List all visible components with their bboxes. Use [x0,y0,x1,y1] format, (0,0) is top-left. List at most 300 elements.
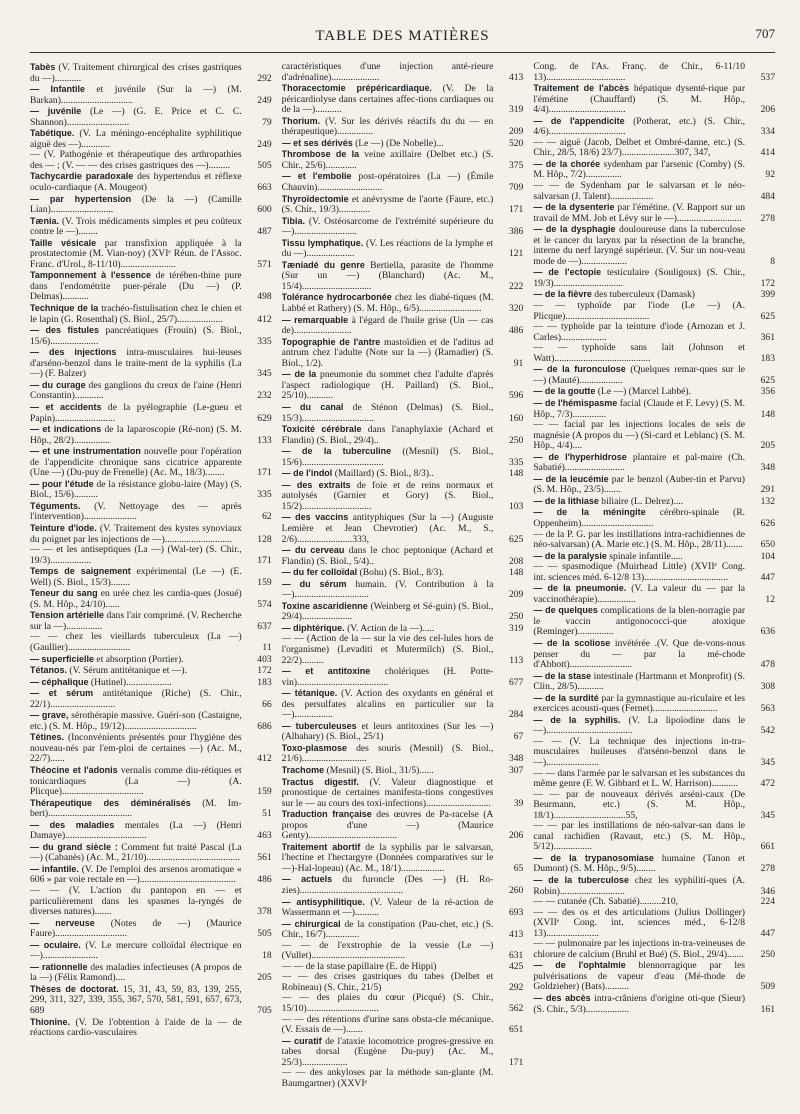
index-entry [282,171,524,193]
entry-page-number: 205 [760,440,776,452]
entry-heading: — et antitoxine [281,666,371,677]
entry-text [30,325,242,347]
index-entry [282,874,524,896]
entry-heading: Teneur du sang [30,588,98,599]
entry-description: pneumonie du sommet chez l'adulte d'après l'aspect radiologique (H. Paillard) (S. Biol., 25/10)........... [281,369,494,402]
entry-heading: — de l'ophtalmie [533,960,626,971]
entry-page-number: 574 [257,598,272,610]
entry-description: antitétanique (Riche) (S. Chir., 22/1)........................... [30,688,242,710]
entry-heading: — de la goutte [533,386,596,397]
index-entry [282,292,524,314]
entry-heading: — oculaire. [30,939,81,950]
entry-description: biliaire (L. Delrez).... [598,495,684,507]
entry-page-number: 412 [257,313,272,325]
entry-description: — — dans l'armée par le salvarsan et les substances du même genre (F. W. Gibbard et L. W. Harrison)........... [533,767,746,790]
index-entry [30,984,272,1017]
entry-page-number: 520 [508,137,524,149]
index-entry [30,654,272,666]
entry-description: — — de Sydenham par le salvarsan et le néo-salvarsan (J. Talent).................. [533,180,746,202]
entry-text [533,62,745,83]
index-entry [30,820,272,842]
entry-page-number: 148 [760,408,776,420]
entry-heading: — antisyphilitique. [281,896,365,907]
entry-page-number: 121 [508,248,524,260]
entry-page-number: 561 [257,852,272,864]
entry-text [282,765,494,777]
entry-page-number: 284 [508,709,524,721]
entry-page-number: 39 [513,797,524,809]
entry-text [533,769,745,790]
entry-page-number: 334 [760,126,776,138]
index-entry [533,769,775,790]
entry-text [30,479,242,501]
entry-page-number: 224 [760,896,776,908]
entry-text [30,984,242,1017]
entry-text [282,1036,494,1069]
entry-heading: — par hypertension [30,193,132,204]
entry-page-number: 709 [508,182,524,194]
entry-page-number: 625 [760,310,776,322]
entry-text [30,150,242,171]
entry-description: caractéristiques d'une injection anté-rieure d'adrénaline).................... [281,62,494,83]
entry-text [533,474,745,496]
entry-page-number: 484 [760,190,776,202]
entry-heading: — de la dysphagie [533,224,616,235]
entry-page-number: 345 [760,809,776,821]
entry-description: (Bohu) (S. Biol., 8/3). [357,567,445,579]
entry-text [282,315,494,337]
entry-description: intra-musculaires hui-leuses d'arséno-benzol dans le traite-ment de la syphilis (La —) (F. Balzer) [30,347,242,380]
entry-description: et leurs antitoxines (Sur les —) (Albahary) (S. Biol., 25/1) [281,720,494,743]
entry-description: sérothérapie massive. Guéri-son (Castaigne, etc.) (S. M. Hôp., 19/12).............................. [30,710,242,732]
entry-description: — de la P. G. par les instillations intra-rachidiennes de néo-salvarsan) (A. Marie etc.) (S. M. Hôp., 28/11)....... [533,528,746,551]
entry-page-number: 636 [760,626,776,638]
entry-heading: — infantile. [30,863,79,874]
entry-description: de foie et de reins normaux et autolysés (Garnier et Gory) (S. Biol., 15/2)............................. [281,479,494,512]
entry-heading: — de la tuberculose [533,875,629,886]
entry-text [282,138,494,150]
entry-page-number: 308 [760,681,776,693]
entry-text [282,842,494,875]
entry-page-number: 209 [508,126,524,138]
entry-text [30,424,242,446]
entry-text [30,194,242,216]
index-entry [30,303,272,325]
entry-text [30,566,242,588]
entry-description: (V. De la péricardiolyse dans certaines affec-tions cardiaques ou de la —)........... [281,83,494,116]
entry-page-number: 79 [262,116,272,128]
entry-description: (V. De l'obtention à l'aide de la — de réactions cardio-vasculaires [30,1016,242,1039]
entry-page-number: 205 [257,972,272,984]
entry-page-number: 498 [257,291,272,303]
entry-text [282,1015,494,1036]
entry-heading: — de la surdité [533,692,599,703]
entry-page-number: 208 [508,555,524,567]
entry-heading: Taille vésicale [30,237,97,248]
index-entry [282,765,524,777]
entry-description: facial (Claude et F. Levy) (S. M. Hôp., 7/3).............. [533,397,746,420]
entry-heading: — du grand siècle : [30,841,118,852]
entry-heading: Théocine et l'adonis [30,765,118,775]
index-entry [30,84,272,106]
entry-text [533,507,745,529]
entry-text [30,610,242,632]
entry-text [282,721,494,743]
entry-heading: Tæniadé du genre [281,259,365,270]
entry-page-number: 631 [508,950,524,962]
entry-description: (V. La méningo-encéphalite syphilitique aiguë des —)............ [30,128,242,150]
entry-text [30,62,242,84]
index-entry [533,322,775,343]
entry-page-number: 148 [508,567,524,579]
entry-description: — — chez les vieillards tuberculeux (La —) (Gaullier).......................... [30,631,242,653]
entry-heading: — pour l'étude [30,478,94,489]
index-entry [30,62,272,84]
entry-text [533,452,745,474]
entry-page-number: 413 [508,71,524,83]
entry-heading: — et sérum [30,688,94,699]
entry-description: de la constipation (Pau-chet, etc.) (S. Chir., 16/7).............. [281,918,494,941]
entry-page-number: 637 [257,620,272,632]
entry-page-number: 292 [257,72,272,84]
entry-text [282,601,494,623]
entry-text [533,821,745,853]
index-entry [282,919,524,941]
entry-description: intestinale (Hartmann et Monprofit) (S. Clin., 28/5)........... [533,670,746,693]
entry-text [30,710,242,732]
entry-page-number: 291 [760,484,776,496]
index-entry [533,737,775,769]
entry-page-number: 472 [760,778,776,790]
index-entry [533,301,775,322]
entry-page-number: 562 [508,1003,524,1015]
index-columns [30,62,775,1107]
entry-description: pancréatiques (Frouin) (S. Biol., 15/6).................... [30,325,242,347]
entry-page-number: 403 [257,653,272,665]
entry-text [282,972,494,993]
entry-page-number: 413 [508,929,524,941]
entry-heading: — et une instrumentation [30,446,141,457]
entry-heading: — curatif [281,1035,322,1046]
index-entry [30,523,272,545]
entry-description: de térében-thine pure dans l'endométrite puer-pérale (Du —) (P. Delmas)........... [30,270,242,303]
entry-text [282,688,494,721]
entry-heading: — de la méningite [533,507,646,518]
index-column-2 [282,62,524,1107]
entry-text [30,588,242,610]
entry-heading: — de quelques [533,605,598,616]
entry-text [533,715,745,737]
entry-description: par l'émétine. (V. Rapport sur un travail de MM. Job et Lévy sur le —)........................... [533,202,746,224]
entry-text [533,116,745,138]
entry-page-number: 348 [760,462,776,474]
entry-description: (V. Action des oxydants en général et des persulfates alcalins en particulier sur la —)................ [281,688,494,721]
entry-text [30,171,242,193]
entry-text [533,496,745,508]
entry-description: de la résistance globu-laire (May) (S. Biol., 15/6).......... [30,478,242,501]
entry-page-number: 625 [760,374,776,386]
entry-text [282,919,494,941]
entry-text [282,468,494,480]
entry-text [30,918,242,940]
entry-description: — — typhoïde par l'iode (Le —) (A. Plicque)................................... [533,300,746,322]
index-entry [533,715,775,737]
index-entry [533,398,775,420]
entry-heading: — de la trypanosomiase [533,852,654,863]
index-entry [533,159,775,181]
entry-description: (Le —) (De Nobelle)... [352,137,444,149]
index-entry [30,347,272,380]
entry-text [533,671,745,693]
entry-page-number: 209 [508,589,524,601]
entry-description: — — typhoïde sans lait (Johnson et Watt)........................................ [533,342,746,364]
index-entry [282,315,524,337]
entry-page-number: 478 [760,659,776,671]
entry-description: — — des os et des articulations (Julius Dollinger) (XVIIᵉ Cong. int. sciences méd., 6-12/8 13)...................... [533,906,746,939]
entry-heading: — grave, [30,710,69,721]
entry-page-number: 505 [257,928,272,940]
entry-description: Bertiella, parasite de l'homme (Sur un —) (Blanchard) (Ac. M., 15/4)............................. [281,259,494,292]
entry-description: trachéo-fistulisation chez le chien et le lapin (G. Rosenthal) (S. Biol., 25/7)................... [30,303,242,325]
entry-description: hépatique dysenté-rique par l'émétine (Chauffard) (S. M. Hôp., 4/4)................................ [533,83,746,116]
entry-text [282,512,494,545]
entry-heading: Temps de saignement [30,566,131,577]
entry-description: chez les syphiliti-ques (A. Robin)........................... [533,875,746,897]
entry-heading: — diphtérique. [281,622,345,633]
entry-description: (V. Traitement des kystes synoviaux du poignet par les injections de —)............................ [30,522,242,545]
entry-text [533,364,745,386]
entry-description: (Quelques remar-ques sur le —) (Mauté).................. [533,364,746,386]
entry-page-number: 171 [257,467,272,479]
index-entry [30,632,272,653]
index-entry [533,605,775,638]
entry-heading: — chirurgical [281,918,341,929]
entry-page-number: 249 [257,138,272,150]
entry-heading: Toxicité cérébrale [281,424,362,435]
entry-description: Comment fut traité Pascal (La —) (Cabanès) (Ac. M., 21/10)....................................... [30,841,242,864]
entry-heading: Thyroïdectomie [281,193,349,204]
entry-description: (V. Valeur diagnostique et pronostique de certaines manifesta-tions congestives sur le — au cours des toxi-infections)........................... [281,776,494,809]
index-entry [30,216,272,238]
entry-page-number: 62 [262,511,272,523]
index-entry [282,138,524,150]
entry-description: (Le —) (Marcel Labbé). [595,386,691,398]
index-entry [282,216,524,238]
entry-page-number: 171 [508,1056,524,1068]
entry-description: des hypertendus et réflexe oculo-cardiaque (A. Mougeot) [30,171,242,194]
entry-text [30,677,242,689]
entry-description: — — cutanée (Ch. Sabatié).........210, [533,896,679,908]
entry-description: en urée chez les cardia-ques (Josué) (S. M. Hôp., 24/10)...... [30,588,242,610]
entry-page-number: 222 [508,280,524,292]
entry-description: des maladies infectieuses (A propos de la —) (Félix Ramond).... [30,961,242,984]
entry-description: (V. La valeur du — par la vaccinothérapie)................ [533,583,746,605]
entry-text [282,874,494,896]
entry-heading: — de l'indol [281,468,333,479]
index-entry [533,908,775,940]
entry-text [282,634,494,666]
index-entry [30,864,272,886]
index-entry [533,181,775,202]
entry-heading: — et indications [30,424,102,435]
entry-text [282,897,494,919]
entry-text [533,224,745,267]
index-entry [282,601,524,623]
entry-description: (V. Traitement chirurgical des crises gastriques du —)........... [30,62,242,84]
entry-heading: — et ses dérivés [281,137,353,148]
entry-heading: Thèses de doctorat. [30,983,119,994]
entry-description: (M. Im-bert)................................... [30,797,242,820]
entry-description: par la gymnastique au-riculaire et les exercices acousti-ques (Fernet)........................... [533,692,745,715]
index-entry [30,380,272,402]
index-column-1 [30,62,272,1107]
entry-text [30,842,242,864]
entry-page-number: 509 [760,981,776,993]
entry-text [30,665,242,677]
entry-description: — — par les instillations de néo-salvar-san dans le canal rachidien (Ravaut, etc.) (S. M. Hôp., 5/12)................ [533,820,746,853]
entry-page-number: 447 [760,927,776,939]
entry-heading: Tissu lymphatique. [281,237,364,248]
entry-text [282,567,494,579]
entry-text [282,545,494,567]
entry-description: — — facial par les injections locales de sels de magnésie (A propos du —) (Si-card et Leblanc) (S. M. Hôp., 4/4).... [533,419,746,452]
entry-description: et juvénile (Sur la —) (M. Barkan).............................. [30,84,242,106]
index-entry [282,369,524,402]
entry-heading: — juvénile [30,106,82,117]
entry-heading: — tuberculeuses [281,720,357,731]
entry-page-number: 600 [257,204,272,216]
entry-heading: Tétines. [30,732,65,743]
entry-description: (Mesnil) (S. Biol., 31/5)...... [324,765,434,776]
entry-page-number: 172 [760,277,776,289]
index-entry [533,496,775,508]
entry-text [533,386,745,398]
index-entry [30,325,272,347]
entry-text [533,343,745,364]
entry-heading: — remarquable [281,314,349,325]
entry-description: dans l'anaphylaxie (Achard et Flandin) (S. Biol., 29/4).. [281,424,494,446]
entry-page-number: 171 [257,554,272,566]
page-number: 707 [755,26,775,41]
index-entry [533,343,775,364]
entry-text [282,480,494,513]
entry-text [30,84,242,106]
entry-description: des tuberculeux (Damask) [591,289,695,301]
index-entry [533,853,775,875]
entry-description: veine axillaire (Delbet etc.) (S. Chir., 25/6)............. [281,149,494,171]
entry-heading: — des fistules [30,325,100,336]
entry-heading: — de la syphilis. [533,714,621,725]
entry-description: humaine (Tanon et Dumont) (S. M. Hôp., 9/5)........ [533,852,746,875]
entry-description: — — aiguë (Jacob, Delbet et Ombré-danne, etc.) (S. Chir., 28/5, 18/6) 23/7)......................307, 347, [533,136,746,159]
entry-heading: — de la lithiase [533,495,599,506]
entry-text [30,864,242,886]
entry-heading: Tolérance hydrocarbonée [281,292,392,303]
entry-heading: — de la tuberculine [281,446,392,457]
entry-heading: — de l'ectopie [533,267,602,278]
entry-text [533,993,745,1015]
entry-heading: — de la fièvre [533,289,592,300]
entry-description: Cong. de l'As. Franç. de Chir., 6-11/10 13)................................. [533,62,746,83]
entry-description: sydenham par l'arsenic (Comby) (S. M. Hôp., 7/2)............... [533,158,746,181]
entry-heading: — de la leucémie [533,473,609,484]
entry-text [533,181,745,202]
entry-description: dans le choc peptonique (Achard et Flandin) (S. Biol., 5/4).. [281,545,494,567]
entry-heading: — de la furonculose [533,364,626,375]
entry-description: — (V. Pathogénie et thérapeutique des arthropathies des — ; (V. — — des crises gastriques des —)......... [30,149,242,171]
entry-text [533,908,745,940]
entry-heading: Toxine ascaridienne [281,600,368,611]
entry-page-number: 159 [257,576,272,588]
index-entry [30,710,272,732]
index-entry [30,962,272,984]
entry-text [30,940,242,962]
entry-description: vernalis comme diu-rétiques et tonicardiaques (La —) (A. Plicque).................................. [30,765,242,798]
entry-description: de la laparoscopie (Ré-non) (S. M. Hôp., 28/2)............... [30,424,242,446]
entry-description: — — (V. La technique des injections in-tra-musculaires huileuses d'arséno-benzol dans le —)...................... [533,735,746,768]
entry-page-number: 661 [760,841,776,853]
index-entry [30,765,272,798]
entry-page-number: 66 [262,698,272,710]
entry-heading: Téguments. [30,500,81,511]
entry-description: (V. De l'emploi des arsenos aromatique « 606 » par voie rectale en —)........................................ [30,863,242,886]
entry-description: dans l'air comprimé. (V. Recherche sur la —)............... [30,610,242,632]
entry-description: (V. Trois médicaments simples et peu coûteux contre le —)........ [30,215,242,238]
entry-description: — — des crises gastriques du tabes (Delbet et Robineau) (S. Chir., 21/5) [281,971,494,993]
entry-page-number: 542 [760,725,776,737]
entry-description: des souris (Mesnil) (S. Biol., 21/6)........................... [281,742,494,765]
entry-page-number: 335 [257,335,272,347]
entry-description: — — spasmodique (Muirhead Little) (XVIIᵉ Cong. int. sciences méd. 6-12/8 13)................................... [533,561,746,583]
entry-description: nouvelle pour l'opération de l'appendicite chronique sans cicatrice apparente (Une —) (Du-puy de Frenelle) (Ac. M., 18/3)........ [30,446,242,479]
entry-description: — — des plaies du cœur (Picqué) (S. Chir., 15/10).............................. [281,992,494,1015]
entry-heading: — des abcès [533,993,591,1004]
index-entry [282,721,524,743]
entry-description: blennorragique par les pulvérisations de vapeur d'eau (Mé-thode de Goldzieher) (Bats).......... [533,960,746,993]
entry-page-number: 250 [760,948,776,960]
entry-text [282,402,494,424]
entry-text [533,267,745,289]
entry-description: — — typhoïde par la teinture d'iode (Arnozan et J. Carles)................... [533,321,746,343]
entry-heading: — du fer colloïdal [281,567,358,578]
entry-heading: — des injections [30,347,117,358]
entry-text [30,216,242,238]
entry-heading: Thérapeutique des déminéralisés [30,797,191,808]
entry-description: (V. Les réactions de la lymphe et du —).................... [281,237,494,260]
entry-description: des ganglions du creux de l'aine (Henri Constantin)............ [30,379,242,402]
entry-page-number: 348 [508,753,524,765]
entry-text [30,632,242,653]
index-entry [282,1036,524,1069]
entry-page-number: 260 [508,885,524,897]
entry-page-number: 537 [760,71,776,83]
entry-heading: — du curage [30,379,86,390]
entry-heading: Tétanos. [30,665,68,676]
index-entry [533,62,775,83]
entry-description: de l'ataxie locomotrice progres-gressive en tabes dorsal (Eugène Du-puy) (Ac. M., 25/3)................... [281,1035,494,1068]
entry-description: (V. Le mercure colloïdal électrique en —)....................... [30,939,242,962]
entry-text [30,1017,242,1039]
entry-heading: Tibia. [281,215,306,226]
entry-text [282,666,494,688]
index-entry [282,941,524,962]
index-entry [30,688,272,710]
entry-page-number: 103 [508,500,524,512]
entry-description: — — et les antiseptiques (La —) (Wal-ter) (S. Chir., 19/3)................. [30,544,242,566]
entry-heading: — tétanique. [281,688,338,699]
index-entry [282,260,524,293]
entry-description: cérébro-spinale (R. Oppenheim).............................. [533,507,746,529]
